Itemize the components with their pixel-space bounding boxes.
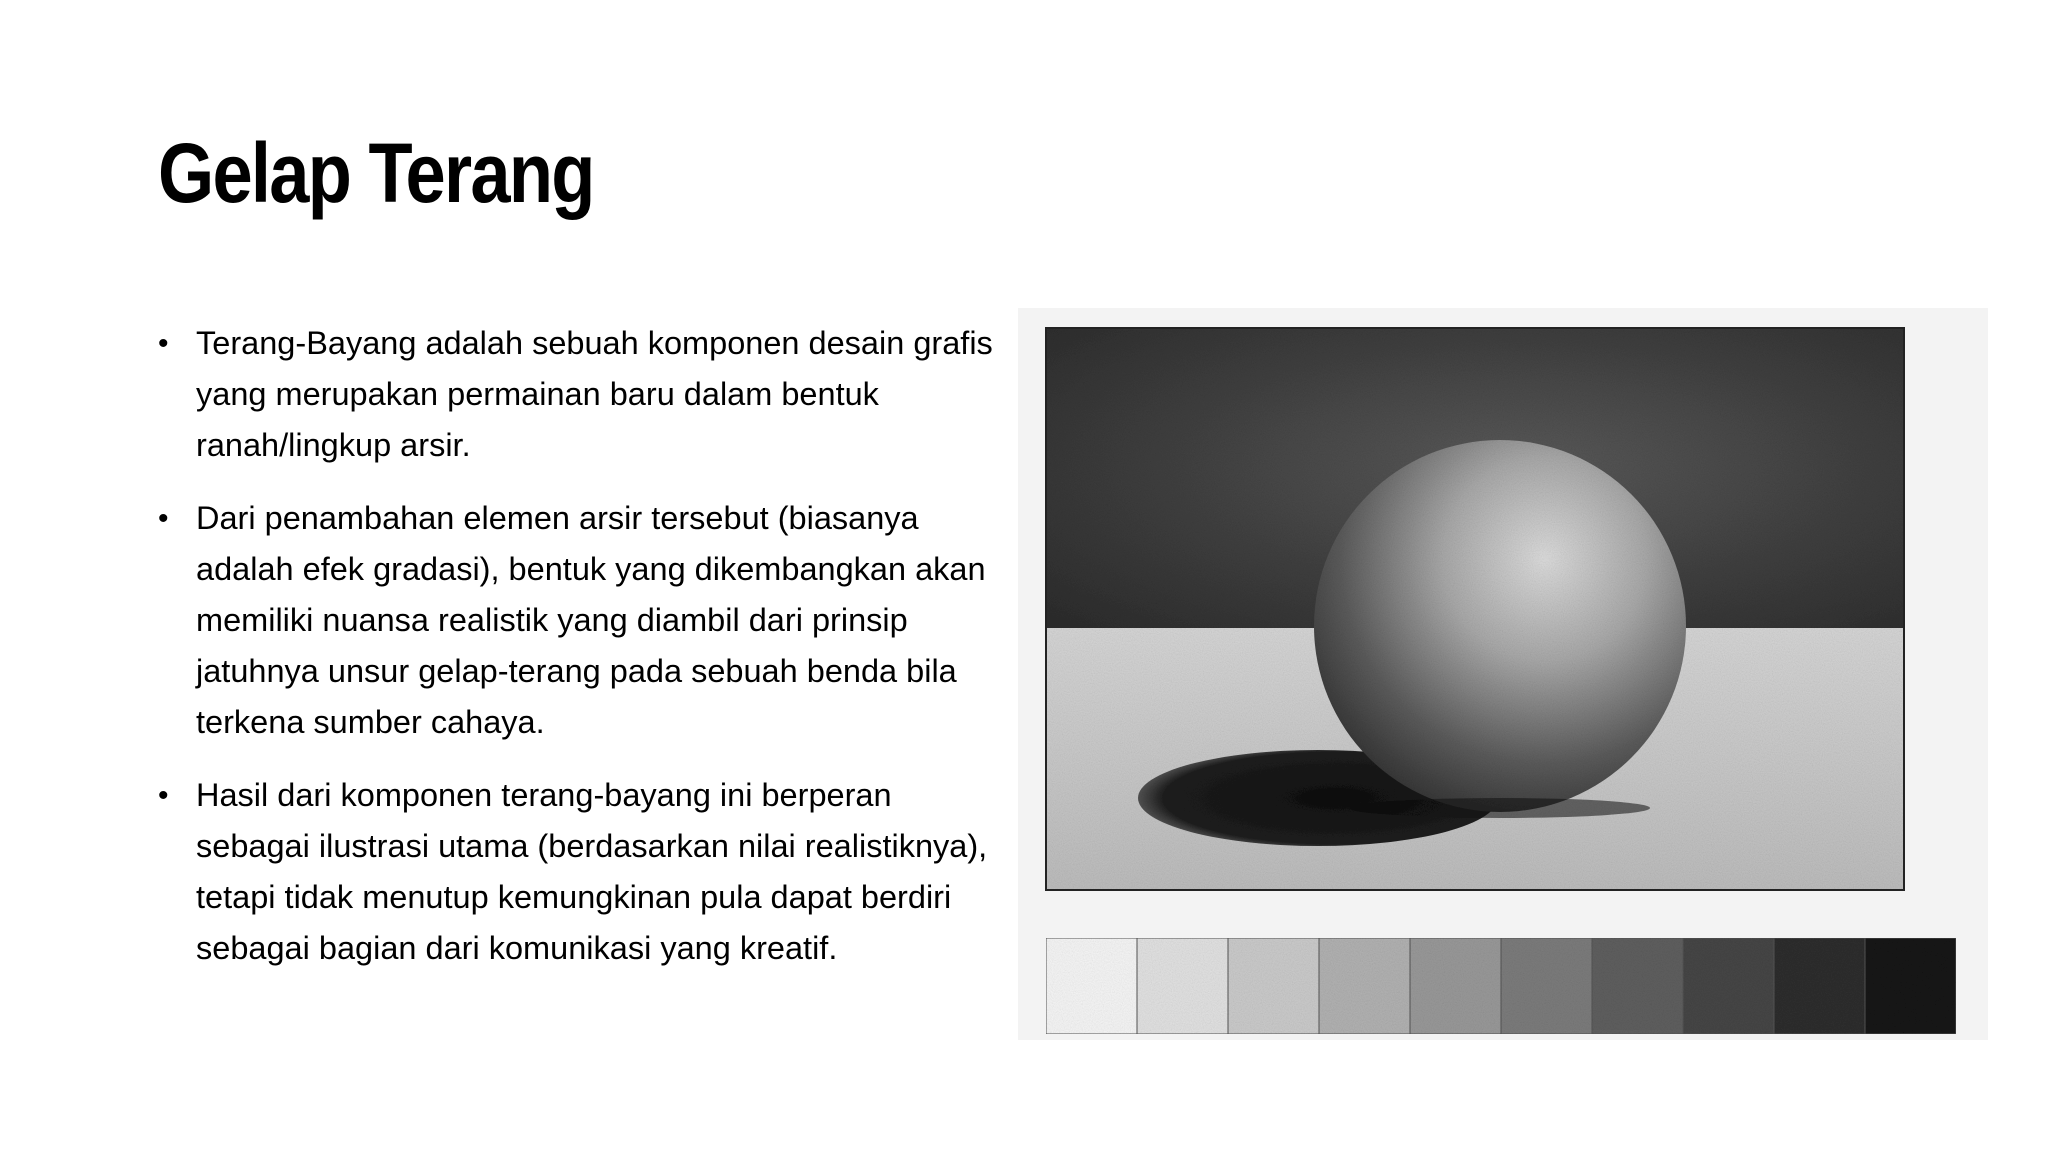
sphere xyxy=(1314,440,1686,812)
value-step xyxy=(1501,938,1592,1034)
value-step xyxy=(1319,938,1410,1034)
value-scale xyxy=(1046,938,1956,1034)
bullet-dot: • xyxy=(158,779,169,812)
value-step xyxy=(1774,938,1865,1034)
bullet-item xyxy=(158,318,1008,471)
value-step xyxy=(1228,938,1319,1034)
bullet-text: Hasil dari komponen terang-bayang ini berperan sebagai ilustrasi utama (berdasarkan nilai realistiknya), tetapi tidak menutup kemungkinan pula dapat berdiri sebagai bagian dari komunikasi yang kreatif. xyxy=(196,777,988,966)
value-step xyxy=(1865,938,1956,1034)
bullet-list xyxy=(158,318,1008,996)
drawing-area xyxy=(1046,328,1904,890)
bullet-text: Dari penambahan elemen arsir tersebut (biasanya adalah efek gradasi), bentuk yang dikembangkan akan memiliki nuansa realistik yang diambil dari prinsip jatuhnya unsur gelap-terang pada sebuah benda bila terkena sumber cahaya. xyxy=(196,500,986,740)
slide-title: Gelap Terang xyxy=(158,126,594,220)
contact-shadow xyxy=(1350,798,1650,818)
bullet-text: Terang-Bayang adalah sebuah komponen desain grafis yang merupakan permainan baru dalam bentuk ranah/lingkup arsir. xyxy=(196,325,993,463)
illustration-svg xyxy=(1018,308,1988,1040)
sphere-shading-illustration xyxy=(1018,308,1988,1040)
bullet-item xyxy=(158,493,1008,748)
bullet-item xyxy=(158,770,1008,974)
bullet-dot: • xyxy=(158,327,169,360)
value-step xyxy=(1137,938,1228,1034)
value-step xyxy=(1410,938,1501,1034)
value-step xyxy=(1683,938,1774,1034)
bullet-dot: • xyxy=(158,502,169,535)
value-step xyxy=(1592,938,1683,1034)
value-step xyxy=(1046,938,1137,1034)
